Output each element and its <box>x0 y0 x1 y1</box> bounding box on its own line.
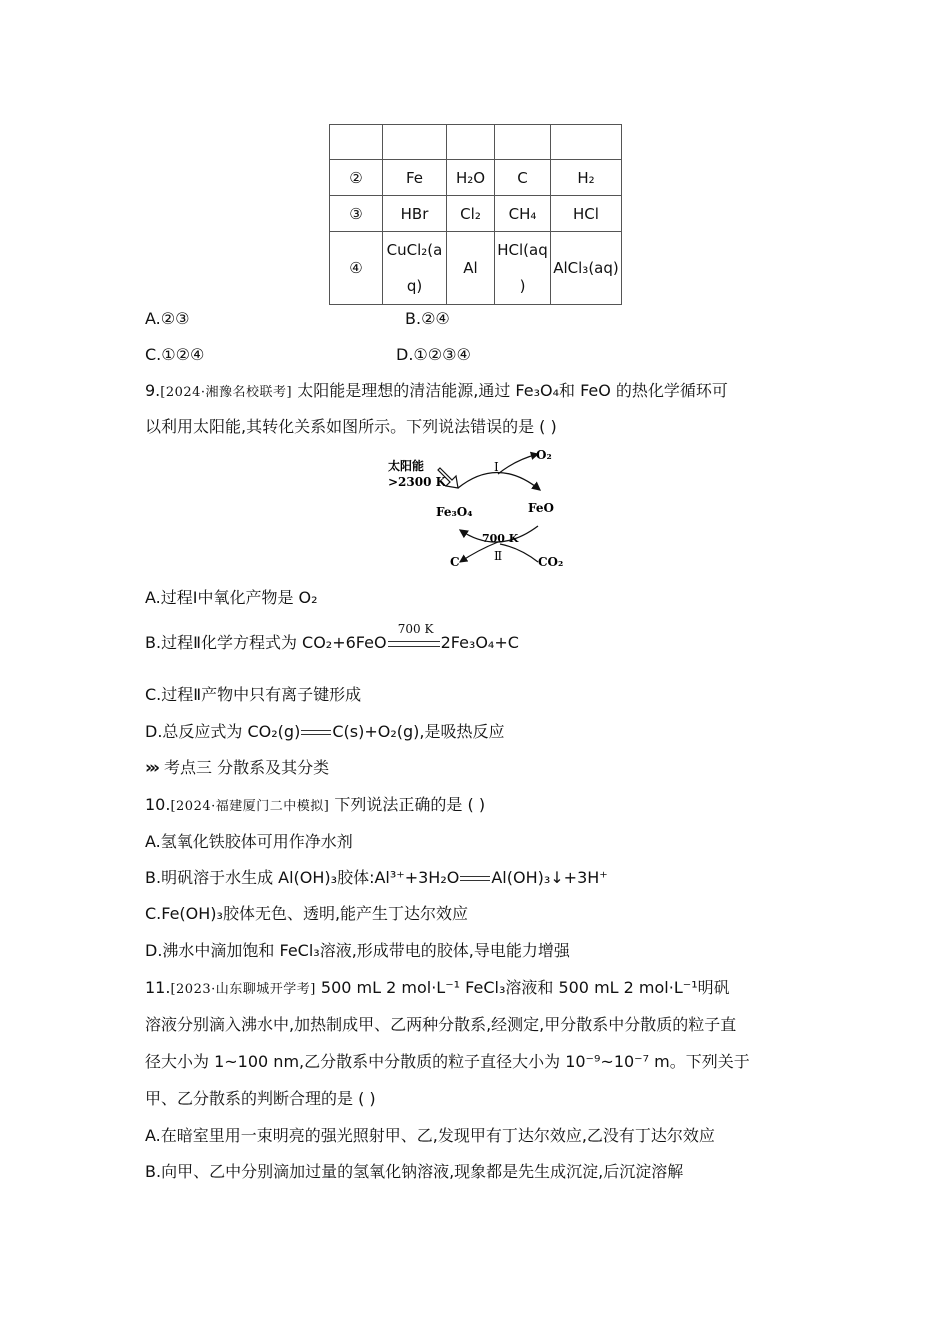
q9-option-b <box>145 622 519 653</box>
cell-line: q) <box>406 277 423 295</box>
table-cell: H₂ <box>551 160 622 196</box>
co2-input-line <box>500 544 538 562</box>
question-number: 9. <box>145 381 161 400</box>
o2-release-arrow <box>498 454 538 474</box>
table-cell: C <box>495 160 551 196</box>
equals-sign <box>301 730 331 735</box>
process-ii-temp-label: 700 K <box>482 532 519 545</box>
table-cell <box>447 125 495 160</box>
cell-line: ) <box>519 277 526 295</box>
feo-label: FeO <box>528 501 554 515</box>
table-row-index: ③ <box>330 196 383 232</box>
question-number: 11. <box>145 978 171 997</box>
question-stem: 500 mL 2 mol·L⁻¹ FeCl₃溶液和 500 mL 2 mol·L⁻¹明矾 <box>315 978 730 997</box>
q10-stem <box>145 795 485 817</box>
table-cell <box>330 125 383 160</box>
table-cell: AlCl₃(aq) <box>551 232 622 305</box>
table-cell: HBr <box>383 196 447 232</box>
q9-option-d <box>145 722 504 742</box>
q11-option-a: A.在暗室里用一束明亮的强光照射甲、乙,发现甲有丁达尔效应,乙没有丁达尔效应 <box>145 1126 715 1145</box>
section-header: »› 考点三 分散系及其分类 <box>145 758 330 778</box>
table-cell: HCl <box>551 196 622 232</box>
question-stem: 下列说法正确的是 ( ) <box>329 795 486 814</box>
table-cell: CH₄ <box>495 196 551 232</box>
equals-sign <box>460 876 490 881</box>
q9-option-a: A.过程Ⅰ中氧化产物是 O₂ <box>145 588 318 607</box>
q11-stem-line2: 溶液分别滴入沸水中,加热制成甲、乙两种分散系,经测定,甲分散系中分散质的粒子直 <box>145 1015 737 1034</box>
table-cell: Al <box>447 232 495 305</box>
equals-sign <box>388 641 440 647</box>
process-i-arc <box>458 472 540 490</box>
q11-option-b: B.向甲、乙中分别滴加过量的氢氧化钠溶液,现象都是先生成沉淀,后沉淀溶解 <box>145 1162 684 1181</box>
temperature-label: >2300 K <box>388 475 447 489</box>
q8-option-c: C.①②④ <box>145 345 205 364</box>
table-cell: Fe <box>383 160 447 196</box>
co2-label: CO₂ <box>538 555 564 569</box>
equation-right: Al(OH)₃↓+3H⁺ <box>491 868 608 887</box>
q10-option-a: A.氢氧化铁胶体可用作净水剂 <box>145 832 353 851</box>
q10-option-b <box>145 868 608 888</box>
q9-stem-line2: 以利用太阳能,其转化关系如图所示。下列说法错误的是 ( ) <box>145 417 557 436</box>
question-stem: 太阳能是理想的清洁能源,通过 Fe₃O₄和 FeO 的热化学循环可 <box>292 381 728 400</box>
table-cell <box>495 232 551 305</box>
question-source: [2023·山东聊城开学考] <box>170 982 316 997</box>
process-ii-label: Ⅱ <box>494 549 503 563</box>
double-chevron-icon: » <box>145 758 153 778</box>
table-row-index: ② <box>330 160 383 196</box>
question-number: 10. <box>145 795 171 814</box>
table-row-index: ④ <box>330 232 383 305</box>
q10-option-d: D.沸水中滴加饱和 FeCl₃溶液,形成带电的胶体,导电能力增强 <box>145 941 570 960</box>
equation-right: C(s)+O₂(g),是吸热反应 <box>332 722 505 741</box>
q8-option-b: B.②④ <box>405 309 450 328</box>
q11-stem-line4: 甲、乙分散系的判断合理的是 ( ) <box>145 1089 376 1108</box>
thermochemical-cycle-diagram <box>380 446 580 576</box>
condition-label: 700 K <box>397 622 434 636</box>
o2-label: O₂ <box>536 448 552 462</box>
table-cell: Cl₂ <box>447 196 495 232</box>
fe3o4-label: Fe₃O₄ <box>436 505 473 519</box>
table-cell <box>495 125 551 160</box>
q11-stem-line3: 径大小为 1~100 nm,乙分散系中分散质的粒子直径大小为 10⁻⁹~10⁻⁷ m。下列关于 <box>145 1052 750 1071</box>
cell-line: HCl(aq <box>497 241 548 259</box>
reaction-condition <box>387 622 441 653</box>
process-i-label: Ⅰ <box>494 460 499 474</box>
cell-line: CuCl₂(a <box>386 241 443 259</box>
q9-stem-line1 <box>145 381 728 403</box>
table-cell <box>383 125 447 160</box>
question-source: [2024·湘豫名校联考] <box>160 385 293 400</box>
q8-option-a: A.②③ <box>145 309 190 328</box>
solar-label: 太阳能 <box>388 459 425 473</box>
table-cell: H₂O <box>447 160 495 196</box>
equation-left: D.总反应式为 CO₂(g) <box>145 722 301 741</box>
equation-left: B.明矾溶于水生成 Al(OH)₃胶体:Al³⁺+3H₂O <box>145 868 460 887</box>
equation-right: 2Fe₃O₄+C <box>440 633 519 652</box>
q8-option-d: D.①②③④ <box>396 345 471 364</box>
question-source: [2024·福建厦门二中模拟] <box>170 799 330 814</box>
reagent-table <box>329 124 622 305</box>
q11-stem-line1 <box>145 978 730 1000</box>
section-title: 考点三 分散系及其分类 <box>164 758 330 777</box>
q9-option-c: C.过程Ⅱ产物中只有离子键形成 <box>145 685 362 704</box>
equation-left: B.过程Ⅱ化学方程式为 CO₂+6FeO <box>145 633 387 652</box>
table-cell <box>551 125 622 160</box>
c-label: C <box>450 555 460 569</box>
q10-option-c: C.Fe(OH)₃胶体无色、透明,能产生丁达尔效应 <box>145 904 469 923</box>
c-product-arrow <box>460 542 498 562</box>
table-cell <box>383 232 447 305</box>
